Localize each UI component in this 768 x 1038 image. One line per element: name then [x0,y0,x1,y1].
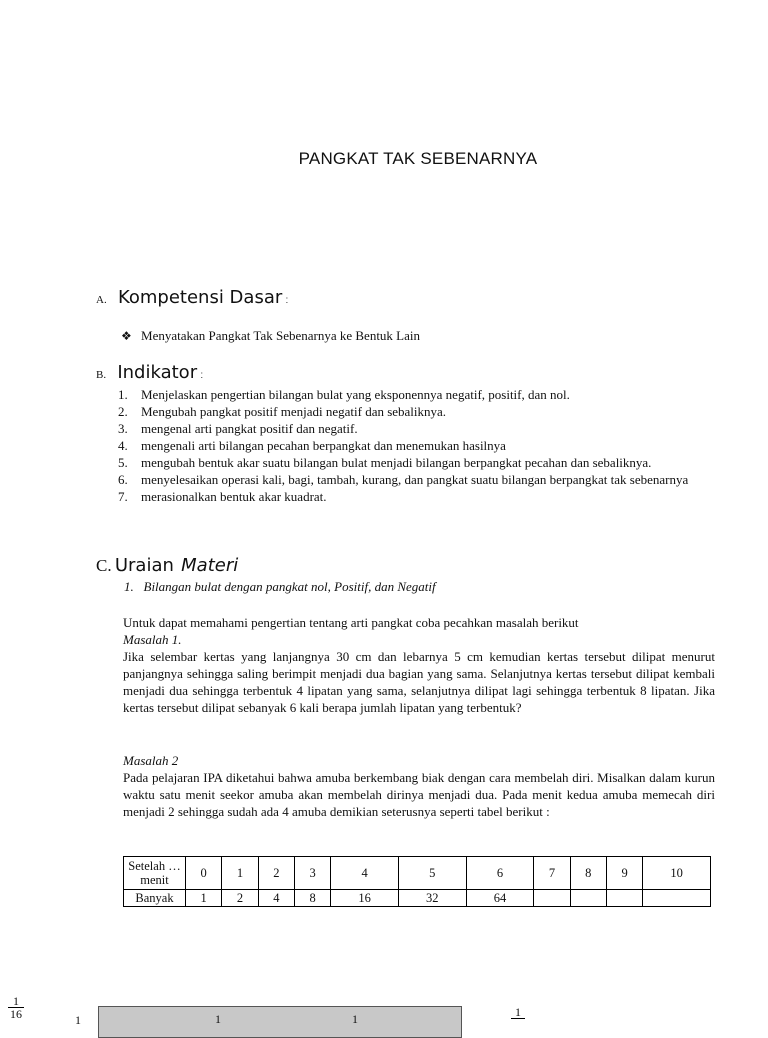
item-text: menyelesaikan operasi kali, bagi, tambah, kurang, dan pangkat suatu bilangan berpangkat tak sebenarnya [141,472,689,487]
item-number: 6. [118,472,128,487]
table-cell [643,890,711,907]
table-cell: 9 [606,857,642,890]
item-text: Mengubah pangkat positif menjadi negatif dan sebaliknya. [141,404,447,419]
table-cell: 1 [186,890,222,907]
fraction-right: 1 [511,1006,525,1019]
section-b-colon: : [200,370,204,381]
indicator-item [118,403,715,420]
amoeba-table [123,856,711,907]
section-c-title-italic: Materi [181,555,239,576]
item-number: 7. [118,489,128,504]
item-text: mengenal arti pangkat positif dan negatif. [141,421,358,436]
fraction-denominator: 16 [10,1007,22,1021]
item-text: mengenali arti bilangan pecahan berpangkat dan menemukan hasilnya [141,438,506,453]
indicator-item [118,437,715,454]
item-text: mengubah bentuk akar suatu bilangan bulat menjadi bilangan berpangkat pecahan dan sebaliknya. [141,455,652,470]
table-cell [570,890,606,907]
item-text: Menjelaskan pengertian bilangan bulat yang eksponennya negatif, positif, dan nol. [141,387,570,402]
table-cell: 8 [570,857,606,890]
table-cell: 16 [331,890,399,907]
one-label-left: 1 [75,1013,81,1027]
table-cell: 2 [222,890,258,907]
table-cell: 5 [398,857,466,890]
table-cell: 4 [258,890,294,907]
table-cell [606,890,642,907]
indicator-item [118,471,715,488]
section-a-title: Kompetensi Dasar [117,287,283,308]
section-c-letter: C. [96,556,112,575]
indicator-item [118,454,715,471]
table-cell: 3 [294,857,330,890]
diamond-bullet-icon: ❖ [121,329,132,343]
section-b-letter: B. [96,369,107,381]
item-number: 3. [118,421,128,436]
indicator-item [118,488,715,505]
subsection-heading: 1. Bilangan bulat dengan pangkat nol, Positif, dan Negatif [124,579,436,594]
section-b-title: Indikator [117,362,198,383]
masalah-2-text: Pada pelajaran IPA diketahui bahwa amuba berkembang biak dengan cara membelah diri. Misalkan dalam kurun waktu satu menit seekor amuba akan membelah dirinya menjadi dua. Pada menit kedua amuba memecah diri menjadi 2 sehingga sudah ada 4 amuba demikian seterusnya seperti tabel berikut : [123,770,715,819]
competency-text: Menyatakan Pangkat Tak Sebenarnya ke Bentuk Lain [141,328,421,343]
page-title: PANGKAT TAK SEBENARNYA [298,149,538,168]
table-cell: 10 [643,857,711,890]
item-number: 4. [118,438,128,453]
masalah-1-text: Jika selembar kertas yang lanjangnya 30 cm dan lebarnya 5 cm kemudian kertas tersebut dilipat menurut panjangnya sehingga saling berimpit menjadi dua bagian yang sama. Selanjutnya kertas tersebut dilipat kembali menjadi dua sehingga terbentuk 4 lipatan yang sama, selanjutnya dilipat lagi sehingga terbentuk 8 lipatan. Jika kertas tersebut dilipat sebanyak 6 kali berapa jumlah lipatan yang terbentuk? [123,649,715,715]
section-a-letter: A. [96,294,107,306]
table-cell: 6 [466,857,534,890]
paper-strip-box [98,1006,462,1038]
table-header-cell: Banyak [124,890,186,907]
indicator-item [118,386,715,403]
masalah-2-title: Masalah 2 [123,753,179,768]
competency-item [121,328,420,344]
table-row-minutes [124,857,711,890]
item-number: 5. [118,455,128,470]
fraction-left [8,995,24,1020]
item-number: 2. [118,404,128,419]
table-cell: 32 [398,890,466,907]
table-cell [534,890,570,907]
section-a-heading [96,287,288,308]
box-label-2: 1 [352,1012,358,1026]
indicator-item [118,420,715,437]
intro-text: Untuk dapat memahami pengertian tentang arti pangkat coba pecahkan masalah berikut [123,615,579,630]
table-cell: 0 [186,857,222,890]
table-cell: 64 [466,890,534,907]
table-header-cell: Setelah … menit [124,857,186,890]
item-text: merasionalkan bentuk akar kuadrat. [141,489,327,504]
item-number: 1. [118,387,128,402]
masalah-1-title: Masalah 1. [123,632,182,647]
section-b-heading [96,362,203,383]
section-c-heading [96,555,238,576]
section-c-title: Uraian [114,555,174,576]
section-a-colon: : [285,295,289,306]
table-cell: 1 [222,857,258,890]
table-cell: 8 [294,890,330,907]
fraction-numerator: 1 [8,995,24,1008]
table-cell: 4 [331,857,399,890]
box-label-1: 1 [215,1012,221,1026]
table-cell: 7 [534,857,570,890]
table-cell: 2 [258,857,294,890]
indicator-list [118,386,715,505]
table-row-count [124,890,711,907]
